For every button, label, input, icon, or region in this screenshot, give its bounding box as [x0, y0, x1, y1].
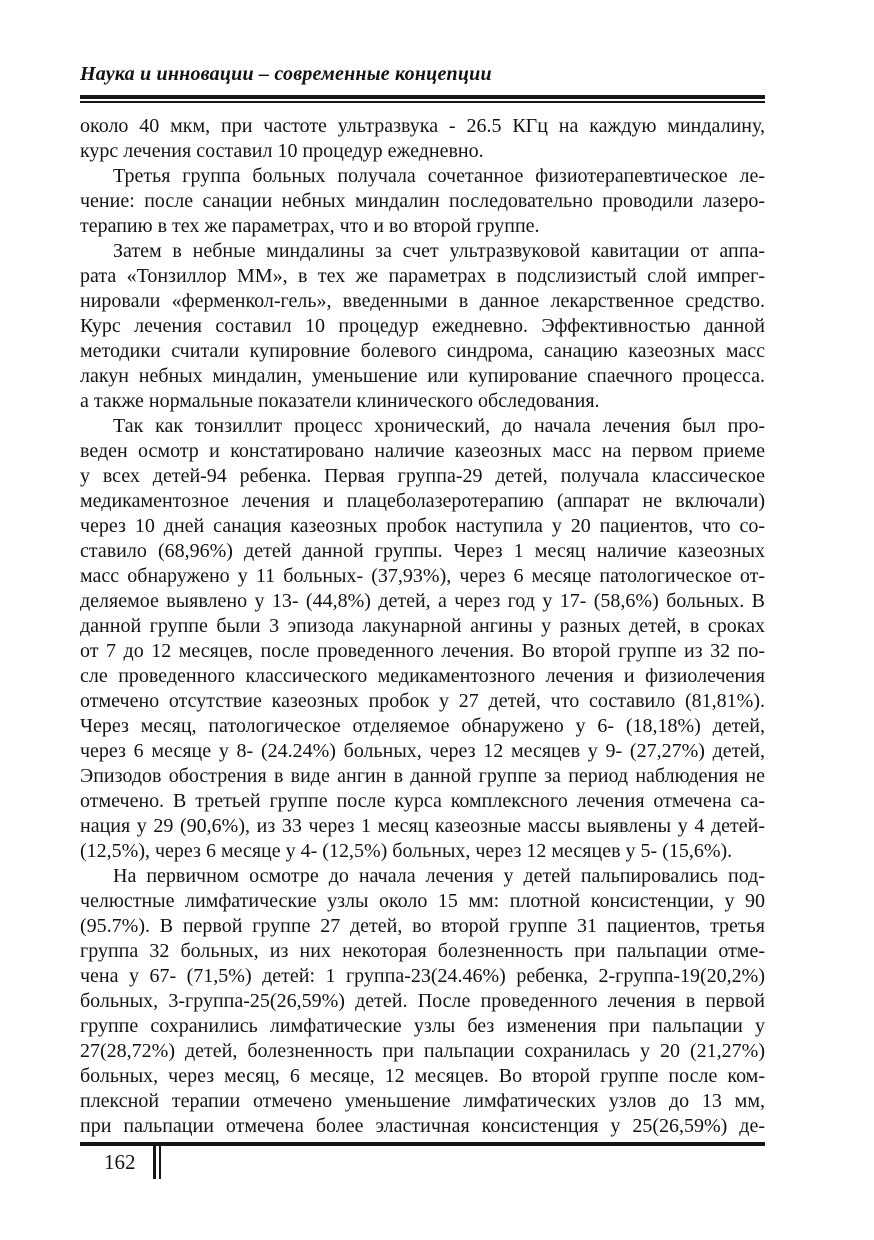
paragraph [80, 864, 765, 1139]
text-line: деляемое выявлено у 13- (44,8%) детей, а через год у 17- (58,6%) больных. В [80, 590, 765, 612]
text-line: Эпизодов обострения в виде ангин в данной группе за период наблюдения не [80, 765, 765, 787]
text-line: отмечено отсутствие казеозных пробок у 27 детей, что составило (81,81%). [80, 690, 765, 712]
text-line: через 10 дней санация казеозных пробок наступила у 20 пациентов, что со- [80, 515, 765, 537]
text-line: Через месяц, патологическое отделяемое обнаружено у 6- (18,18%) детей, [80, 715, 765, 737]
page-number: 162 [104, 1150, 136, 1174]
text-line: группе сохранились лимфатические узлы без изменения при пальпации у [80, 1015, 765, 1037]
text-line: отмечено. В третьей группе после курса комплексного лечения отмечена са- [80, 790, 765, 812]
text-line: данной группе были 3 эпизода лакунарной ангины у разных детей, в сроках [80, 615, 765, 637]
paragraph [80, 239, 765, 414]
text-line: около 40 мкм, при частоте ультразвука - 26.5 КГц на каждую миндалину, [80, 115, 765, 137]
text-line: (12,5%), через 6 месяце у 4- (12,5%) больных, через 12 месяцев у 5- (15,6%). [80, 840, 733, 862]
footer-double-bar [153, 1146, 161, 1179]
text-line: рата «Тонзиллор ММ», в тех же параметрах в подслизистый слой импрег- [80, 265, 765, 287]
text-line: ставило (68,96%) детей данной группы. Через 1 месяц наличие казеозных [80, 540, 765, 562]
text-line: методики считали купировние болевого синдрома, санацию казеозных масс [80, 340, 765, 362]
text-line: масс обнаружено у 11 больных- (37,93%), через 6 месяце патологическое от- [80, 565, 765, 587]
paragraph [80, 114, 765, 164]
text-line: сле проведенного классического медикаментозного лечения и физиолечения [80, 665, 765, 687]
paragraph [80, 414, 765, 864]
text-line: плексной терапии отмечено уменьшение лимфатических узлов до 13 мм, [80, 1090, 765, 1112]
text-line: терапию в тех же параметрах, что и во второй группе. [80, 215, 540, 237]
text-line: веден осмотр и констатировано наличие казеозных масс на первом приеме [80, 440, 765, 462]
text-line: больных, через месяц, 6 месяце, 12 месяцев. Во второй группе после ком- [80, 1065, 765, 1087]
text-line: нация у 29 (90,6%), из 33 через 1 месяц казеозные массы выявлены у 4 детей- [80, 815, 765, 837]
text-line: Курс лечения составил 10 процедур ежедневно. Эффективностью данной [80, 315, 765, 337]
text-line: больных, 3-группа-25(26,59%) детей. После проведенного лечения в первой [80, 990, 765, 1012]
text-line: а также нормальные показатели клинического обследования. [80, 390, 600, 412]
text-line: (95.7%). В первой группе 27 детей, во второй группе 31 пациентов, третья [80, 915, 765, 937]
text-line: группа 32 больных, из них некоторая болезненность при пальпации отме- [80, 940, 765, 962]
article-body [80, 114, 765, 1139]
text-line: чена у 67- (71,5%) детей: 1 группа-23(24.46%) ребенка, 2-группа-19(20,2%) [80, 965, 765, 987]
text-line: лакун небных миндалин, уменьшение или купирование спаечного процесса. [80, 365, 765, 387]
text-line: Третья группа больных получала сочетанное физиотерапевтическое ле- [113, 165, 765, 187]
text-line: На первичном осмотре до начала лечения у детей пальпировались под- [113, 865, 765, 887]
text-line: от 7 до 12 месяцев, после проведенного лечения. Во второй группе из 32 по- [80, 640, 765, 662]
text-line: челюстные лимфатические узлы около 15 мм: плотной консистенции, у 90 [80, 890, 765, 912]
paragraph [80, 164, 765, 239]
header-double-rule [80, 95, 765, 103]
text-line: у всех детей-94 ребенка. Первая группа-29 детей, получала классическое [80, 465, 765, 487]
page-content [80, 0, 765, 1179]
running-header-title: Наука и инновации – современные концепции [80, 63, 492, 85]
text-line: чение: после санации небных миндалин последовательно проводили лазеро- [80, 190, 765, 212]
text-line: Затем в небные миндалины за счет ультразвуковой кавитации от аппа- [113, 240, 765, 262]
text-line: через 6 месяце у 8- (24.24%) больных, через 12 месяцев у 9- (27,27%) детей, [80, 740, 765, 762]
text-line: курс лечения составил 10 процедур ежедневно. [80, 140, 484, 162]
page-footer [80, 1146, 765, 1179]
text-line: Так как тонзиллит процесс хронический, до начала лечения был про- [113, 415, 765, 437]
text-line: медикаментозное лечения и плацеболазеротерапию (аппарат не включали) [80, 490, 765, 512]
text-line: нировали «ферменкол-гель», введенными в данное лекарственное средство. [80, 290, 765, 312]
text-line: при пальпации отмечена более эластичная консистенция у 25(26,59%) де- [80, 1115, 765, 1137]
text-line: 27(28,72%) детей, болезненность при пальпации сохранилась у 20 (21,27%) [80, 1040, 765, 1062]
